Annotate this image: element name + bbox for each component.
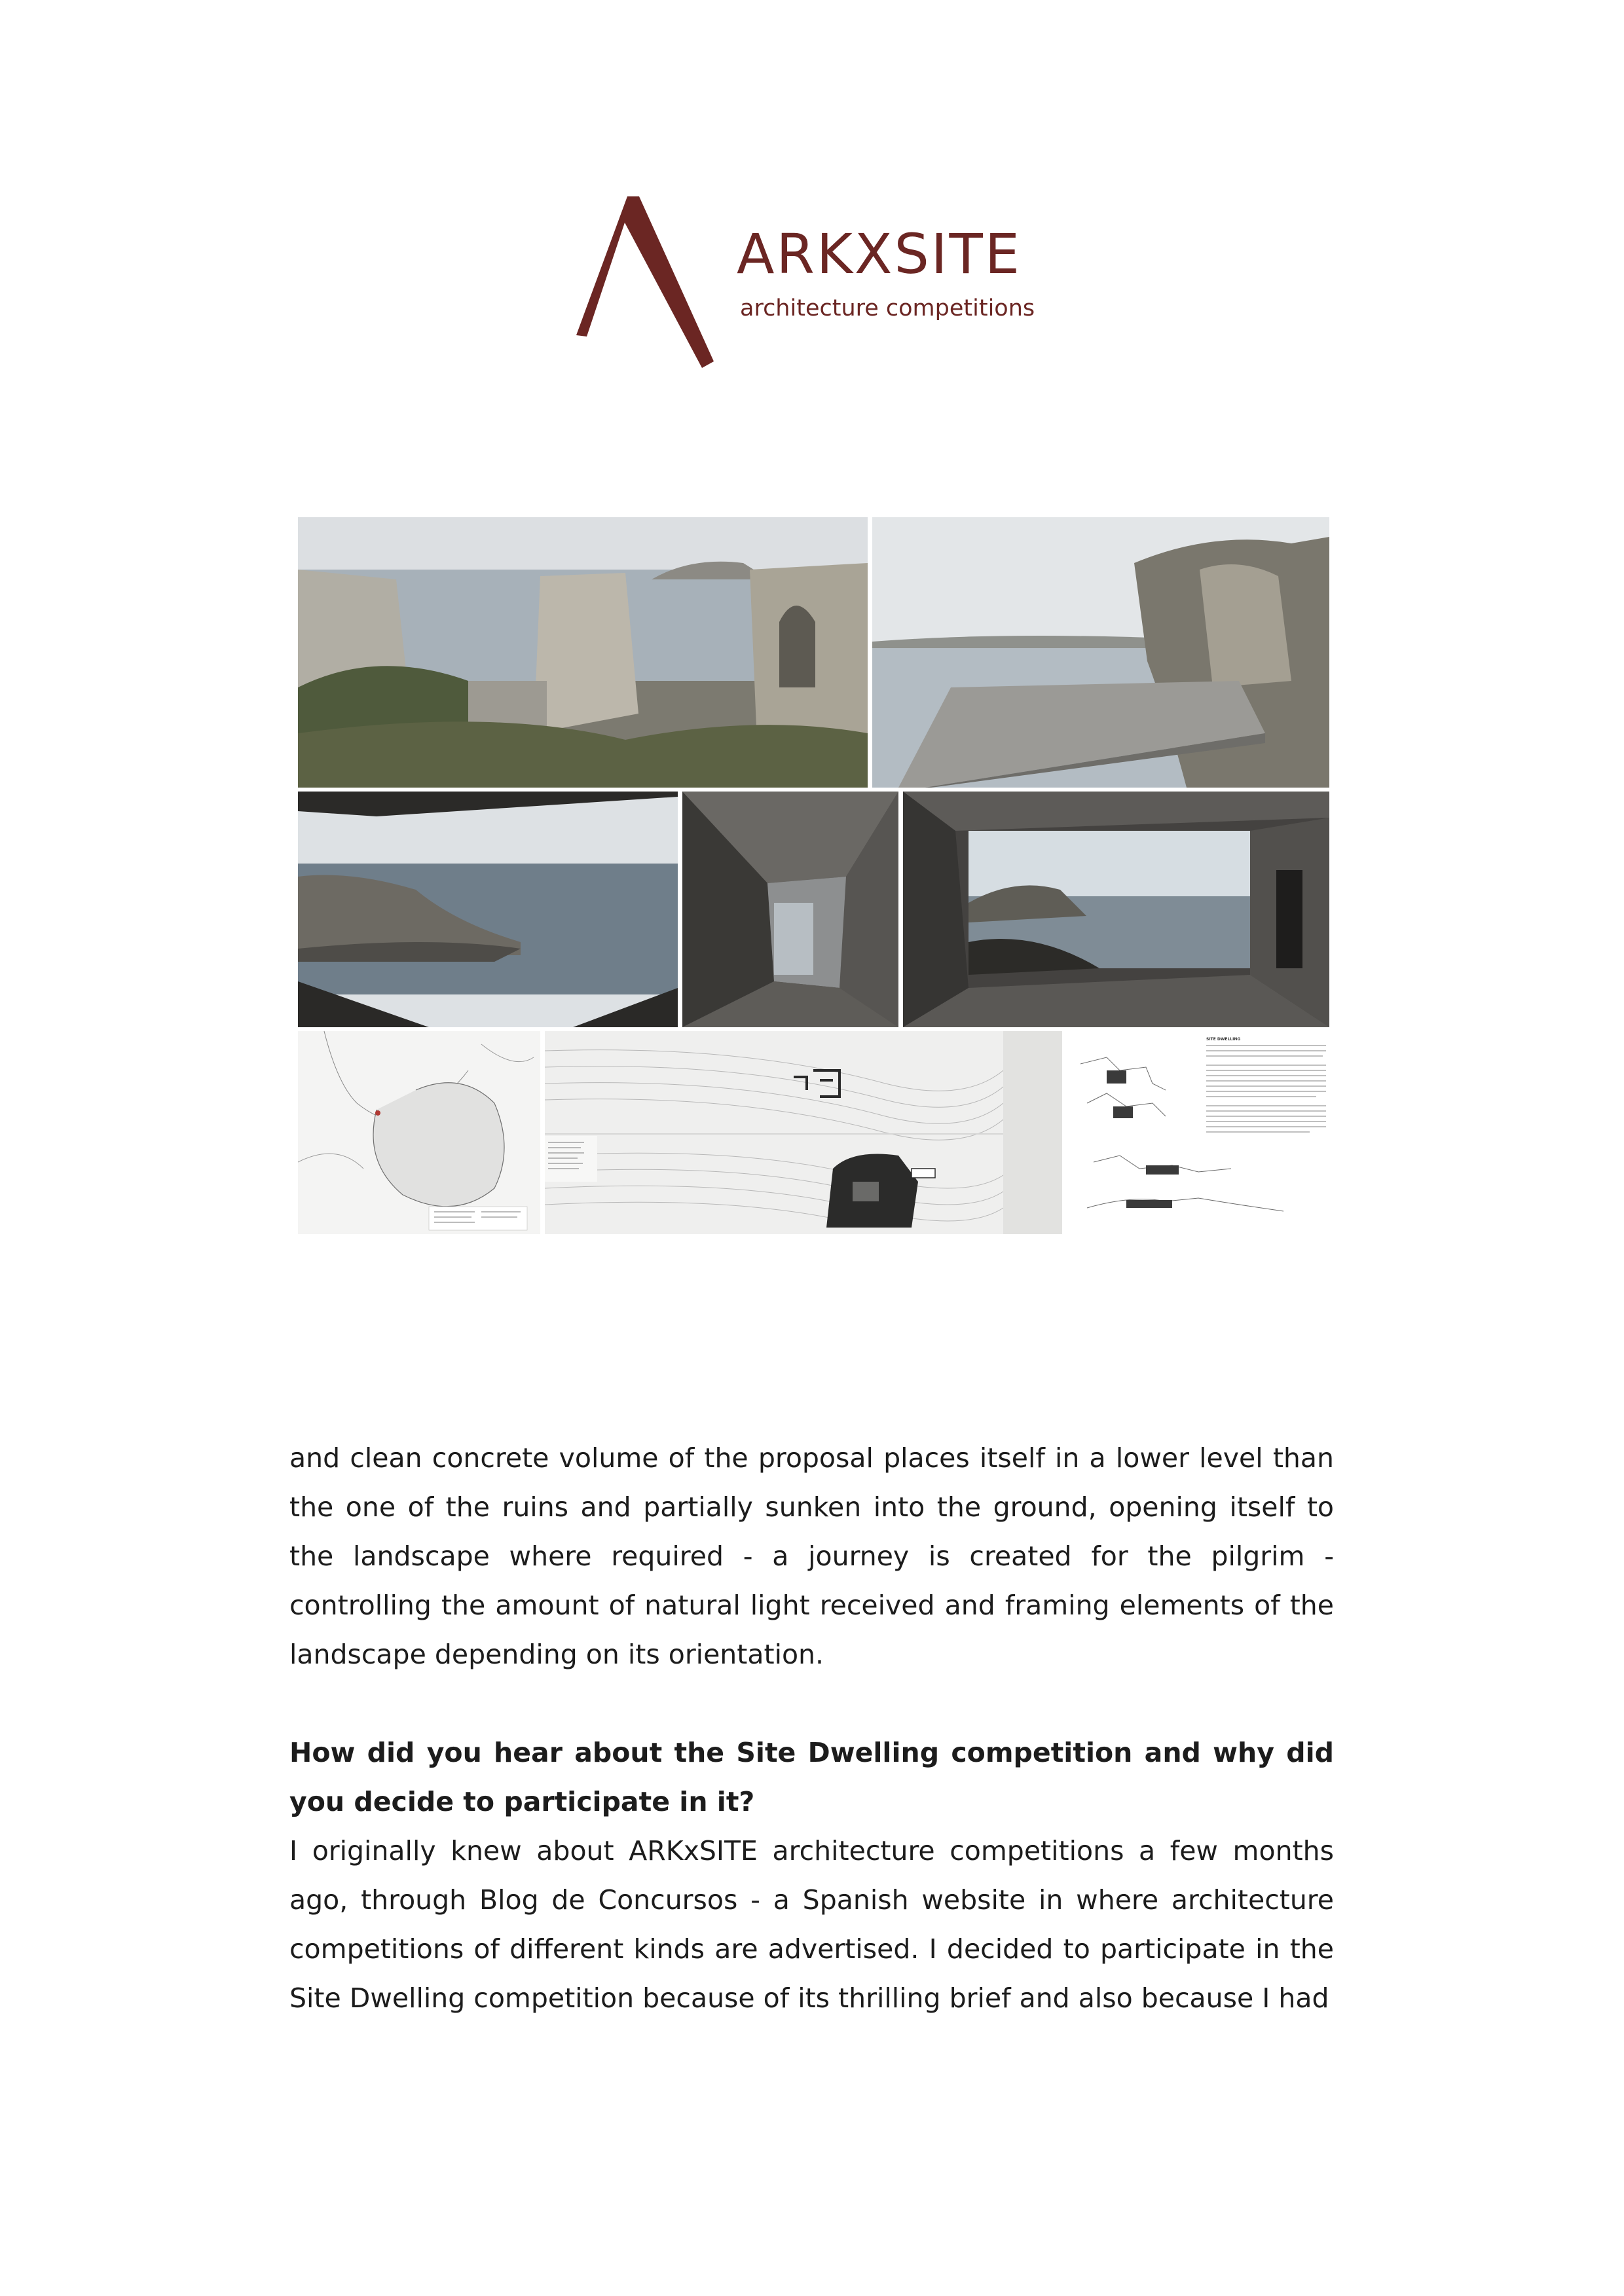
interview-answer: I originally knew about ARKxSITE architecture competitions a few months ago, through Blog de Concursos - a Spanish website in where architecture competitions of different kinds are advertised. I decided to participate in the Site Dwelling competition because of its thrilling brief and also because I had (289, 1835, 1334, 2014)
paragraph-intro: and clean concrete volume of the proposal places itself in a lower level than the one of the ruins and partially sunken into the ground, opening itself to the landscape where required - a journey is created for the pilgrim - controlling the amount of natural light received and framing elements of the landscape depending on its orientation. (289, 1442, 1334, 1670)
competition-board-panel (298, 517, 1329, 1234)
photo-ruins-sea (298, 517, 868, 788)
photo-framed-sea-view (903, 792, 1329, 1027)
drawing-sections (1067, 1031, 1329, 1234)
brand-name: ARKXSITE (737, 222, 1022, 286)
logo-mark-icon (576, 196, 720, 368)
photo-cliff-platform (872, 517, 1329, 788)
drawing-floor-plans (545, 1031, 1062, 1234)
photo-sea-under-slab (298, 792, 678, 1027)
photo-concrete-corridor (682, 792, 898, 1027)
brand-logo (576, 196, 1061, 373)
article-body (289, 1434, 1334, 2023)
sheet-heading: SITE DWELLING (1206, 1037, 1241, 1042)
drawing-site-map (298, 1031, 540, 1234)
brand-tagline: architecture competitions (740, 295, 1035, 321)
interview-question: How did you hear about the Site Dwelling competition and why did you decide to participate in it? (289, 1737, 1334, 1817)
